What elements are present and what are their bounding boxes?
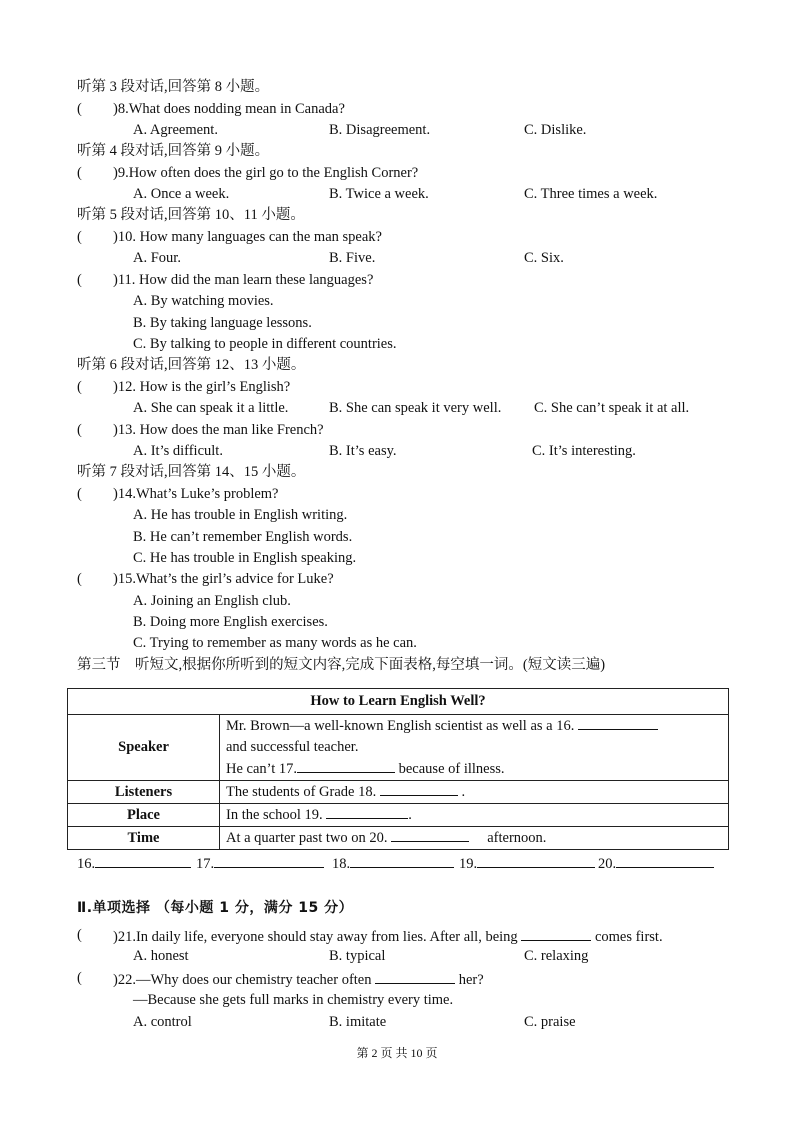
place-label: Place — [68, 804, 220, 827]
option-8b: B. Disagreement. — [329, 122, 431, 138]
blank-16[interactable] — [578, 715, 658, 730]
blank-19[interactable] — [326, 804, 408, 819]
option-8c: C. Dislike. — [524, 122, 587, 138]
option-11b: B. By taking language lessons. — [133, 315, 312, 331]
question-10: )10. How many languages can the man speak? — [113, 229, 382, 245]
question-22 — [113, 969, 484, 989]
question-11: )11. How did the man learn these languages? — [113, 272, 374, 288]
speaker-cell — [220, 715, 729, 781]
answer-paren[interactable]: ( — [77, 229, 82, 245]
option-14b: B. He can’t remember English words. — [133, 529, 353, 545]
section-heading-5: 听第 5 段对话,回答第 10、11 小题。 — [77, 207, 305, 223]
option-13a: A. It’s difficult. — [133, 443, 223, 459]
table-title: How to Learn English Well? — [68, 689, 729, 715]
part3-instructions: 第三节 听短文,根据你所听到的短文内容,完成下面表格,每空填一词。(短文读三遍) — [77, 657, 606, 673]
question-21-end: comes first. — [594, 929, 663, 945]
blank-21[interactable] — [521, 926, 591, 941]
option-12c: C. She can’t speak it at all. — [534, 400, 690, 416]
option-21a: A. honest — [133, 948, 189, 964]
option-9a: A. Once a week. — [133, 186, 230, 202]
answer-19[interactable] — [459, 853, 595, 873]
answer-18-label: 18. — [332, 856, 351, 872]
answer-paren[interactable]: ( — [77, 970, 82, 986]
option-8a: A. Agreement. — [133, 122, 218, 138]
speaker-line3: He can’t 17. — [226, 761, 297, 777]
question-22-reply: —Because she gets full marks in chemistry every time. — [133, 992, 454, 1008]
answer-16[interactable] — [77, 853, 191, 873]
option-12a: A. She can speak it a little. — [133, 400, 289, 416]
option-12b: B. She can speak it very well. — [329, 400, 502, 416]
question-9: )9.How often does the girl go to the English Corner? — [113, 165, 419, 181]
option-10c: C. Six. — [524, 250, 564, 266]
time-label: Time — [68, 827, 220, 850]
question-12: )12. How is the girl’s English? — [113, 379, 291, 395]
option-21c: C. relaxing — [524, 948, 589, 964]
answer-18[interactable] — [332, 853, 454, 873]
question-22-text: )22.—Why does our chemistry teacher often — [113, 972, 372, 988]
section-heading-4: 听第 4 段对话,回答第 9 小题。 — [77, 143, 270, 159]
option-10a: A. Four. — [133, 250, 181, 266]
page-footer: 第 2 页 共 10 页 — [356, 1046, 438, 1060]
answer-paren[interactable]: ( — [77, 571, 82, 587]
option-22b: B. imitate — [329, 1014, 387, 1030]
option-10b: B. Five. — [329, 250, 376, 266]
answer-16-label: 16. — [77, 856, 96, 872]
listeners-text: The students of Grade 18. — [226, 784, 377, 800]
speaker-line1: Mr. Brown—a well-known English scientist as well as a 16. — [226, 718, 575, 734]
answer-17[interactable] — [196, 853, 324, 873]
option-15c: C. Trying to remember as many words as he can. — [133, 635, 417, 651]
option-13b: B. It’s easy. — [329, 443, 397, 459]
option-11a: A. By watching movies. — [133, 293, 274, 309]
part2-heading: Ⅱ.单项选择 （每小题 1 分，满分 15 分） — [77, 900, 354, 916]
question-21 — [113, 926, 663, 946]
answer-paren[interactable]: ( — [77, 165, 82, 181]
answer-paren[interactable]: ( — [77, 379, 82, 395]
answer-paren[interactable]: ( — [77, 101, 82, 117]
answer-paren[interactable]: ( — [77, 422, 82, 438]
question-14: )14.What’s Luke’s problem? — [113, 486, 279, 502]
blank-18[interactable] — [380, 781, 458, 796]
listeners-label: Listeners — [68, 781, 220, 804]
speaker-label: Speaker — [68, 715, 220, 781]
option-22a: A. control — [133, 1014, 192, 1030]
place-cell — [220, 804, 729, 827]
section-heading-3: 听第 3 段对话,回答第 8 小题。 — [77, 79, 270, 95]
answer-paren[interactable]: ( — [77, 927, 82, 943]
answer-paren[interactable]: ( — [77, 486, 82, 502]
option-9b: B. Twice a week. — [329, 186, 429, 202]
answer-20[interactable] — [598, 853, 714, 873]
answer-20-label: 20. — [598, 856, 617, 872]
answer-paren[interactable]: ( — [77, 272, 82, 288]
question-13: )13. How does the man like French? — [113, 422, 324, 438]
time-text: At a quarter past two on 20. — [226, 830, 388, 846]
blank-22[interactable] — [375, 969, 455, 984]
blank-20[interactable] — [391, 827, 469, 842]
speaker-line2: and successful teacher. — [226, 739, 359, 755]
option-15a: A. Joining an English club. — [133, 593, 291, 609]
option-14c: C. He has trouble in English speaking. — [133, 550, 357, 566]
place-end: . — [408, 807, 412, 823]
time-cell — [220, 827, 729, 850]
option-15b: B. Doing more English exercises. — [133, 614, 328, 630]
option-22c: C. praise — [524, 1014, 576, 1030]
listeners-end: . — [461, 784, 466, 800]
fill-in-table — [67, 688, 729, 850]
time-end: afternoon. — [487, 830, 547, 846]
question-21-text: )21.In daily life, everyone should stay away from lies. After all, being — [113, 929, 518, 945]
section-heading-7: 听第 7 段对话,回答第 14、15 小题。 — [77, 464, 306, 480]
option-13c: C. It’s interesting. — [532, 443, 636, 459]
option-21b: B. typical — [329, 948, 386, 964]
blank-17[interactable] — [297, 758, 395, 773]
option-9c: C. Three times a week. — [524, 186, 658, 202]
question-22-end: her? — [458, 972, 484, 988]
answer-17-label: 17. — [196, 856, 215, 872]
place-text: In the school 19. — [226, 807, 323, 823]
option-11c: C. By talking to people in different countries. — [133, 336, 397, 352]
section-heading-6: 听第 6 段对话,回答第 12、13 小题。 — [77, 357, 306, 373]
option-14a: A. He has trouble in English writing. — [133, 507, 348, 523]
speaker-line3-end: because of illness. — [398, 761, 505, 777]
answer-19-label: 19. — [459, 856, 478, 872]
listeners-cell — [220, 781, 729, 804]
question-8: )8.What does nodding mean in Canada? — [113, 101, 345, 117]
question-15: )15.What’s the girl’s advice for Luke? — [113, 571, 334, 587]
